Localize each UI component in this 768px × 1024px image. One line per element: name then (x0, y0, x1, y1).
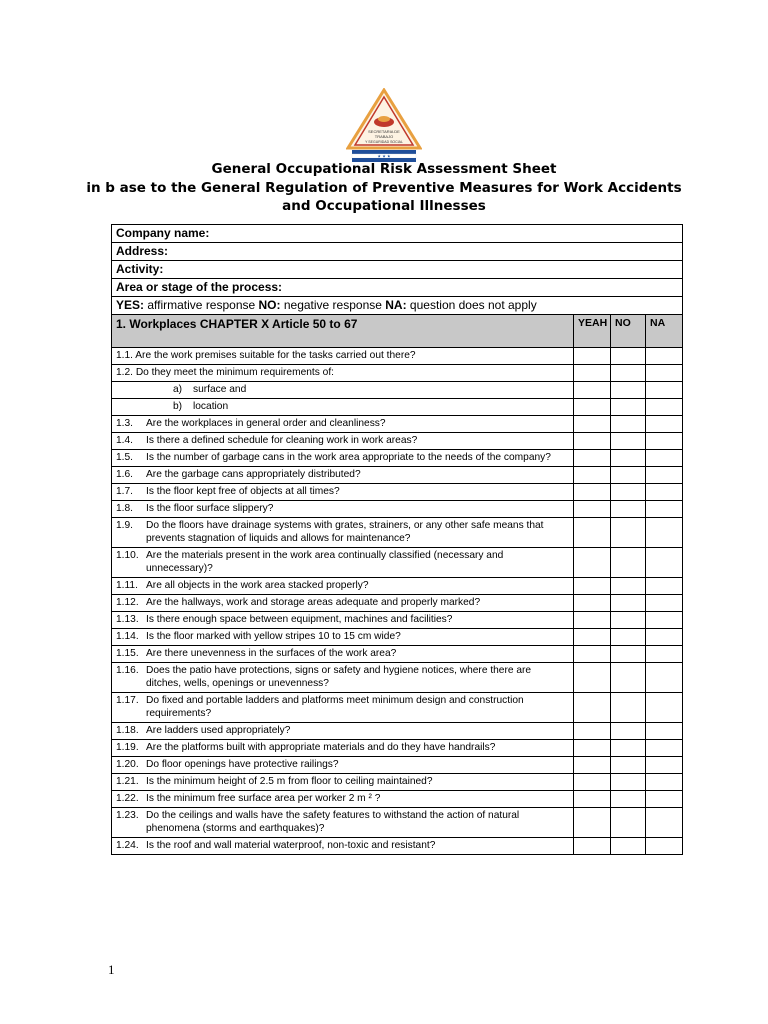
svg-text:TRABAJO: TRABAJO (374, 134, 394, 139)
question-cell (112, 838, 574, 855)
answer-na-cell[interactable] (646, 416, 683, 433)
answer-na-cell[interactable] (646, 646, 683, 663)
answer-no-cell[interactable] (611, 348, 646, 365)
answer-na-cell[interactable] (646, 740, 683, 757)
question-cell (112, 578, 574, 595)
answer-yes-cell[interactable] (574, 433, 611, 450)
question-row (112, 501, 683, 518)
question-row (112, 693, 683, 723)
question-row (112, 467, 683, 484)
address-label: Address: (116, 244, 169, 258)
answer-na-cell[interactable] (646, 399, 683, 416)
question-text: Is the minimum height of 2.5 m from floor to ceiling maintained? (146, 776, 433, 787)
question-cell (112, 382, 574, 399)
answer-na-cell[interactable] (646, 501, 683, 518)
question-text: Is the number of garbage cans in the work area appropriate to the needs of the company? (146, 452, 551, 463)
answer-yes-cell[interactable] (574, 416, 611, 433)
answer-no-cell[interactable] (611, 518, 646, 548)
question-number: 1.4. (116, 435, 133, 446)
question-row (112, 382, 683, 399)
section-header (112, 315, 683, 348)
question-cell (112, 774, 574, 791)
question-number: 1.19. (116, 742, 139, 753)
question-row (112, 578, 683, 595)
question-number: 1.5. (116, 452, 133, 463)
answer-na-cell[interactable] (646, 467, 683, 484)
question-number: 1.22. (116, 793, 139, 804)
title-line-1: General Occupational Risk Assessment Sheet (211, 161, 557, 177)
question-number: 1.13. (116, 614, 139, 625)
question-row (112, 838, 683, 855)
answer-yes-cell[interactable] (574, 723, 611, 740)
answer-na-cell[interactable] (646, 791, 683, 808)
question-number: 1.16. (116, 665, 139, 676)
answer-na-cell[interactable] (646, 757, 683, 774)
question-number: 1.3. (116, 418, 133, 429)
question-cell (112, 612, 574, 629)
question-number: 1.18. (116, 725, 139, 736)
question-cell (112, 791, 574, 808)
question-text: 1.1. Are the work premises suitable for the tasks carried out there? (116, 350, 416, 361)
answer-no-cell[interactable] (611, 365, 646, 382)
question-text: Is the floor surface slippery? (146, 503, 274, 514)
answer-na-cell[interactable] (646, 838, 683, 855)
answer-yes-cell[interactable] (574, 612, 611, 629)
question-cell (112, 484, 574, 501)
answer-no-cell[interactable] (611, 808, 646, 838)
assessment-table (111, 224, 683, 855)
answer-yes-cell[interactable] (574, 578, 611, 595)
answer-na-cell[interactable] (646, 433, 683, 450)
activity-field[interactable] (112, 261, 683, 279)
question-number: 1.9. (116, 520, 133, 531)
question-number: 1.11. (116, 580, 138, 591)
answer-no-cell[interactable] (611, 629, 646, 646)
answer-na-cell[interactable] (646, 595, 683, 612)
answer-no-cell[interactable] (611, 484, 646, 501)
question-row (112, 612, 683, 629)
question-cell (112, 548, 574, 578)
title-line-2: in b ase to the General Regulation of Preventive Measures for Work Accidents (86, 179, 682, 196)
question-row (112, 757, 683, 774)
question-number: 1.12. (116, 597, 139, 608)
answer-no-cell[interactable] (611, 399, 646, 416)
question-text: Are the workplaces in general order and cleanliness? (146, 418, 386, 429)
answer-yes-cell[interactable] (574, 467, 611, 484)
question-cell (112, 399, 574, 416)
question-number: b) (173, 401, 183, 412)
answer-no-cell[interactable] (611, 450, 646, 467)
question-text: Are the platforms built with appropriate materials and do they have handrails? (146, 742, 496, 753)
question-text: Is the roof and wall material waterproof, non-toxic and resistant? (146, 840, 436, 851)
question-cell (112, 629, 574, 646)
answer-na-cell[interactable] (646, 578, 683, 595)
answer-no-cell[interactable] (611, 433, 646, 450)
question-number: 1.14. (116, 631, 139, 642)
company-name-label: Company name: (116, 226, 210, 240)
answer-na-cell[interactable] (646, 693, 683, 723)
question-row (112, 723, 683, 740)
answer-no-cell[interactable] (611, 612, 646, 629)
question-cell (112, 808, 574, 838)
question-cell (112, 723, 574, 740)
question-row (112, 484, 683, 501)
question-row (112, 595, 683, 612)
question-number: 1.24. (116, 840, 139, 851)
answer-no-cell[interactable] (611, 578, 646, 595)
answer-yes-cell[interactable] (574, 382, 611, 399)
answer-no-cell[interactable] (611, 663, 646, 693)
question-text: Are ladders used appropriately? (146, 725, 291, 736)
question-cell (112, 501, 574, 518)
company-name-field[interactable] (112, 225, 683, 243)
title-line-3: and Occupational Illnesses (282, 198, 486, 214)
page-number: 1 (108, 962, 115, 977)
question-number: 1.7. (116, 486, 133, 497)
question-number: 1.23. (116, 810, 139, 821)
question-text: Do fixed and portable ladders and platforms meet minimum design and construction requirements? (146, 695, 524, 719)
answer-na-cell[interactable] (646, 663, 683, 693)
activity-label: Activity: (116, 262, 164, 276)
answer-yes-cell[interactable] (574, 838, 611, 855)
question-text: Is there enough space between equipment, machines and facilities? (146, 614, 453, 625)
question-cell (112, 365, 574, 382)
answer-no-cell[interactable] (611, 791, 646, 808)
question-cell (112, 467, 574, 484)
answer-na-cell[interactable] (646, 548, 683, 578)
svg-text:★ ★ ★: ★ ★ ★ (377, 153, 391, 159)
answer-na-cell[interactable] (646, 723, 683, 740)
answer-yes-cell[interactable] (574, 808, 611, 838)
question-text: surface and (193, 384, 247, 395)
answer-na-cell[interactable] (646, 518, 683, 548)
answer-no-cell[interactable] (611, 774, 646, 791)
question-row (112, 416, 683, 433)
question-row (112, 399, 683, 416)
area-label: Area or stage of the process: (116, 280, 283, 294)
answer-na-cell[interactable] (646, 348, 683, 365)
answer-yes-cell[interactable] (574, 646, 611, 663)
answer-na-cell[interactable] (646, 774, 683, 791)
question-text: Are the garbage cans appropriately distributed? (146, 469, 361, 480)
question-number: 1.21. (116, 776, 139, 787)
answer-yes-cell[interactable] (574, 501, 611, 518)
answer-na-cell[interactable] (646, 382, 683, 399)
question-number: a) (173, 384, 183, 395)
question-cell (112, 416, 574, 433)
column-na: NA (646, 315, 683, 348)
question-number: 1.10. (116, 550, 139, 561)
answer-yes-cell[interactable] (574, 663, 611, 693)
answer-yes-cell[interactable] (574, 740, 611, 757)
answer-no-cell[interactable] (611, 646, 646, 663)
question-row (112, 791, 683, 808)
answer-na-cell[interactable] (646, 629, 683, 646)
question-text: Do the floors have drainage systems with grates, strainers, or any other safe means that prevents stagnation of liquids and allows for maintenance? (146, 520, 544, 544)
ministry-logo (346, 88, 422, 166)
column-no: NO (611, 315, 646, 348)
question-number: 1.15. (116, 648, 139, 659)
answer-yes-cell[interactable] (574, 548, 611, 578)
question-cell (112, 740, 574, 757)
question-row (112, 450, 683, 467)
question-row (112, 348, 683, 365)
question-text: Are all objects in the work area stacked properly? (146, 580, 369, 591)
question-text: Is the floor marked with yellow stripes 10 to 15 cm wide? (146, 631, 401, 642)
question-row (112, 740, 683, 757)
area-field[interactable] (112, 279, 683, 297)
section-title: 1. Workplaces CHAPTER X Article 50 to 67 (112, 315, 574, 348)
answer-yes-cell[interactable] (574, 484, 611, 501)
answer-yes-cell[interactable] (574, 518, 611, 548)
answer-yes-cell[interactable] (574, 693, 611, 723)
answer-no-cell[interactable] (611, 467, 646, 484)
answer-yes-cell[interactable] (574, 399, 611, 416)
question-row (112, 518, 683, 548)
svg-text:SECRETARIA DE: SECRETARIA DE (368, 129, 400, 134)
question-cell (112, 433, 574, 450)
answer-yes-cell[interactable] (574, 595, 611, 612)
question-text: Are there unevenness in the surfaces of the work area? (146, 648, 397, 659)
column-yes: YEAH (574, 315, 611, 348)
question-text: location (193, 401, 229, 412)
answer-na-cell[interactable] (646, 612, 683, 629)
answer-no-cell[interactable] (611, 757, 646, 774)
question-cell (112, 757, 574, 774)
question-row (112, 646, 683, 663)
question-text: Is the minimum free surface area per worker 2 m ² ? (146, 793, 381, 804)
question-cell (112, 348, 574, 365)
answer-no-cell[interactable] (611, 416, 646, 433)
answer-no-cell[interactable] (611, 501, 646, 518)
question-text: Do floor openings have protective railings? (146, 759, 339, 770)
question-cell (112, 663, 574, 693)
answer-na-cell[interactable] (646, 808, 683, 838)
answer-na-cell[interactable] (646, 450, 683, 467)
answer-no-cell[interactable] (611, 595, 646, 612)
answer-no-cell[interactable] (611, 740, 646, 757)
address-field[interactable] (112, 243, 683, 261)
question-text: Does the patio have protections, signs or safety and hygiene notices, where there are ditches, wells, openings or unevenness? (146, 665, 532, 689)
answer-yes-cell[interactable] (574, 791, 611, 808)
answer-no-cell[interactable] (611, 548, 646, 578)
question-cell (112, 518, 574, 548)
answer-yes-cell[interactable] (574, 629, 611, 646)
answer-yes-cell[interactable] (574, 450, 611, 467)
answer-yes-cell[interactable] (574, 757, 611, 774)
answer-yes-cell[interactable] (574, 774, 611, 791)
question-number: 1.17. (116, 695, 139, 706)
question-text: 1.2. Do they meet the minimum requirements of: (116, 367, 334, 378)
question-text: Is there a defined schedule for cleaning work in work areas? (146, 435, 418, 446)
answer-na-cell[interactable] (646, 365, 683, 382)
answer-no-cell[interactable] (611, 693, 646, 723)
question-text: Is the floor kept free of objects at all times? (146, 486, 340, 497)
question-row (112, 433, 683, 450)
answer-na-cell[interactable] (646, 484, 683, 501)
question-row (112, 548, 683, 578)
answer-no-cell[interactable] (611, 382, 646, 399)
question-text: Are the hallways, work and storage areas adequate and properly marked? (146, 597, 481, 608)
svg-text:Y SEGURIDAD SOCIAL: Y SEGURIDAD SOCIAL (365, 140, 403, 144)
answer-yes-cell[interactable] (574, 348, 611, 365)
question-text: Are the materials present in the work area continually classified (necessary and unnecessary)? (146, 550, 504, 574)
question-row (112, 774, 683, 791)
question-row (112, 365, 683, 382)
question-row (112, 663, 683, 693)
response-legend: YES: affirmative response NO: negative response NA: question does not apply (112, 297, 683, 315)
question-number: 1.20. (116, 759, 139, 770)
question-row (112, 629, 683, 646)
question-cell (112, 595, 574, 612)
document-title (0, 160, 768, 216)
answer-no-cell[interactable] (611, 838, 646, 855)
question-cell (112, 646, 574, 663)
answer-no-cell[interactable] (611, 723, 646, 740)
question-text: Do the ceilings and walls have the safety features to withstand the action of natural phenomena (storms and earthquakes)? (146, 810, 520, 834)
question-number: 1.6. (116, 469, 133, 480)
question-cell (112, 450, 574, 467)
answer-yes-cell[interactable] (574, 365, 611, 382)
question-row (112, 808, 683, 838)
question-number: 1.8. (116, 503, 133, 514)
question-cell (112, 693, 574, 723)
